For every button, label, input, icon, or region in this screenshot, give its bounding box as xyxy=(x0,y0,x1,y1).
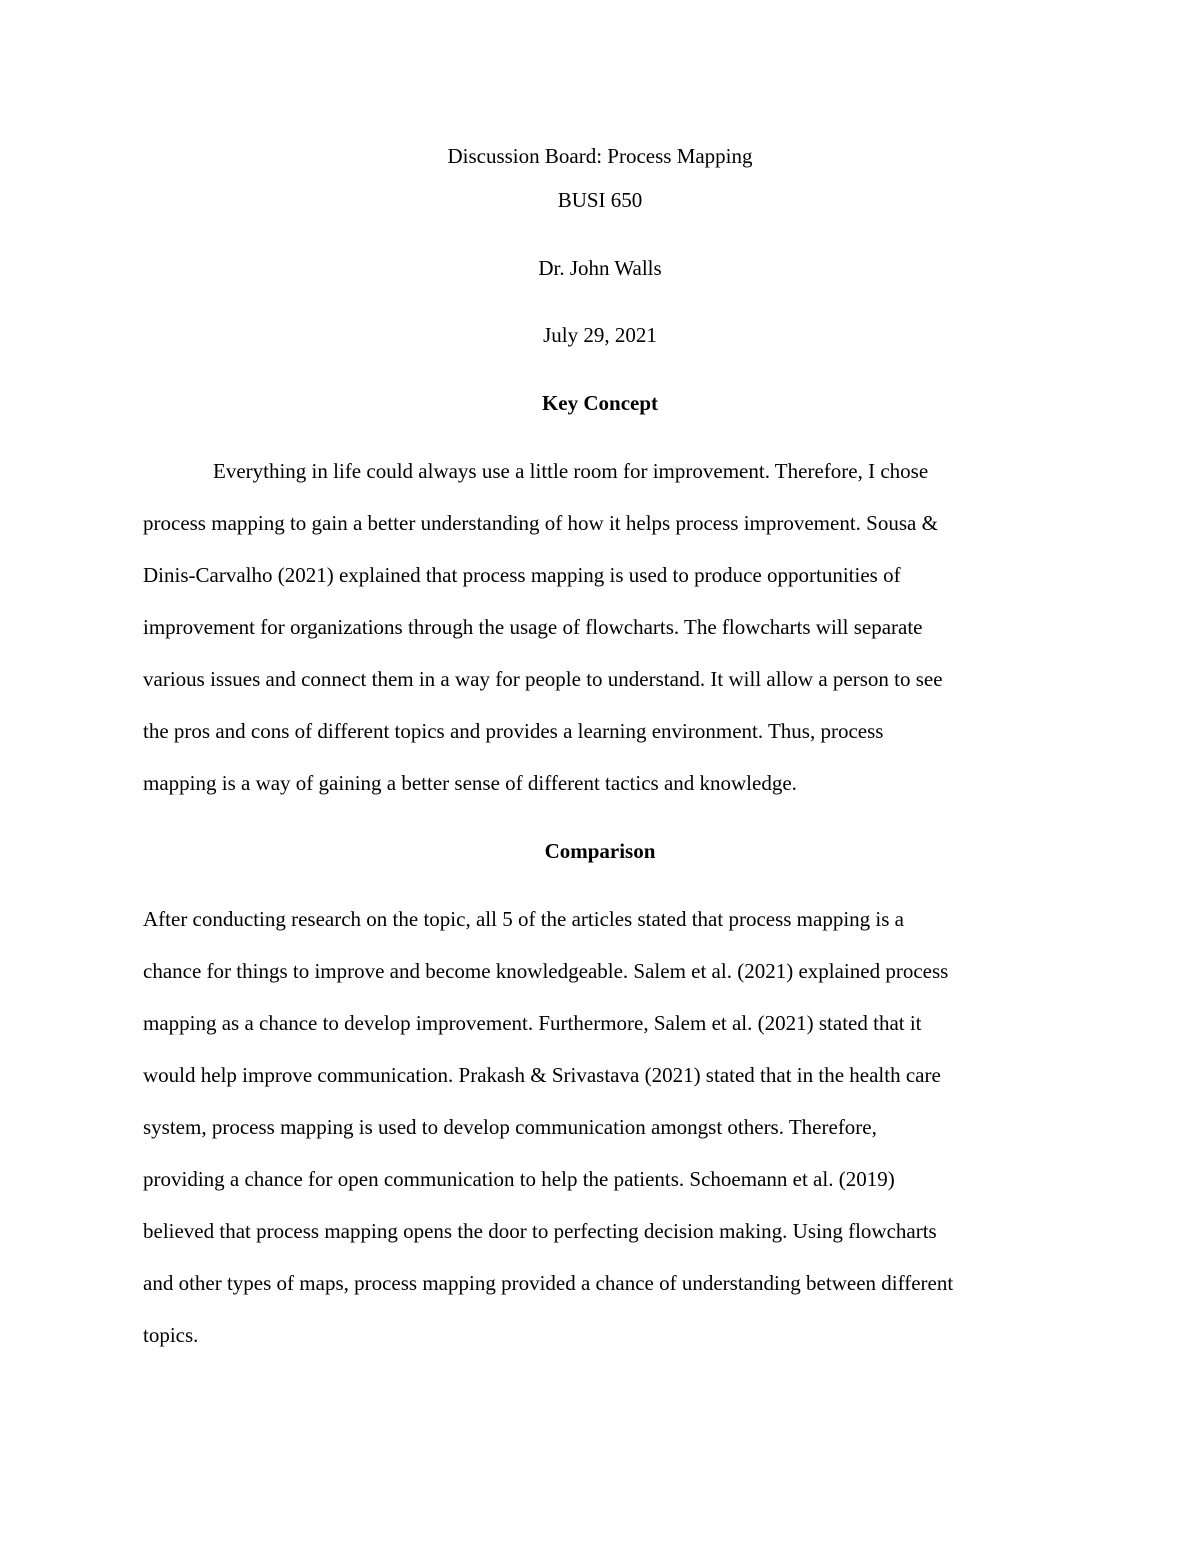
paragraph-line: would help improve communication. Prakash & Srivastava (2021) stated that in the health care xyxy=(143,1063,941,1087)
paragraph-line: mapping is a way of gaining a better sense of different tactics and knowledge. xyxy=(143,771,797,795)
paragraph-line: various issues and connect them in a way for people to understand. It will allow a person to see xyxy=(143,667,943,691)
document-date: July 29, 2021 xyxy=(543,323,657,347)
paragraph-line: believed that process mapping opens the door to perfecting decision making. Using flowcharts xyxy=(143,1219,937,1243)
instructor-name: Dr. John Walls xyxy=(538,256,662,280)
document-title: Discussion Board: Process Mapping xyxy=(447,144,753,168)
paragraph-line: system, process mapping is used to develop communication amongst others. Therefore, xyxy=(143,1115,877,1139)
paragraph-line: providing a chance for open communication to help the patients. Schoemann et al. (2019) xyxy=(143,1167,895,1191)
paragraph-line: chance for things to improve and become knowledgeable. Salem et al. (2021) explained process xyxy=(143,959,949,983)
paragraph-line: improvement for organizations through the usage of flowcharts. The flowcharts will separate xyxy=(143,615,923,639)
paragraph-line: mapping as a chance to develop improvement. Furthermore, Salem et al. (2021) stated that it xyxy=(143,1011,922,1035)
paragraph-line: After conducting research on the topic, all 5 of the articles stated that process mapping is a xyxy=(143,907,904,931)
paragraph-line: topics. xyxy=(143,1323,199,1347)
paragraph-line: and other types of maps, process mapping provided a chance of understanding between different xyxy=(143,1271,954,1295)
paragraph-line: Dinis-Carvalho (2021) explained that process mapping is used to produce opportunities of xyxy=(143,563,901,587)
paragraph-line: Everything in life could always use a little room for improvement. Therefore, I chose xyxy=(213,459,929,483)
paragraph-line: process mapping to gain a better understanding of how it helps process improvement. Sousa & xyxy=(143,511,938,535)
paragraph-line: the pros and cons of different topics and provides a learning environment. Thus, process xyxy=(143,719,884,743)
section-heading-key-concept: Key Concept xyxy=(541,391,659,415)
section-heading-comparison: Comparison xyxy=(544,839,656,863)
course-code: BUSI 650 xyxy=(557,188,643,212)
